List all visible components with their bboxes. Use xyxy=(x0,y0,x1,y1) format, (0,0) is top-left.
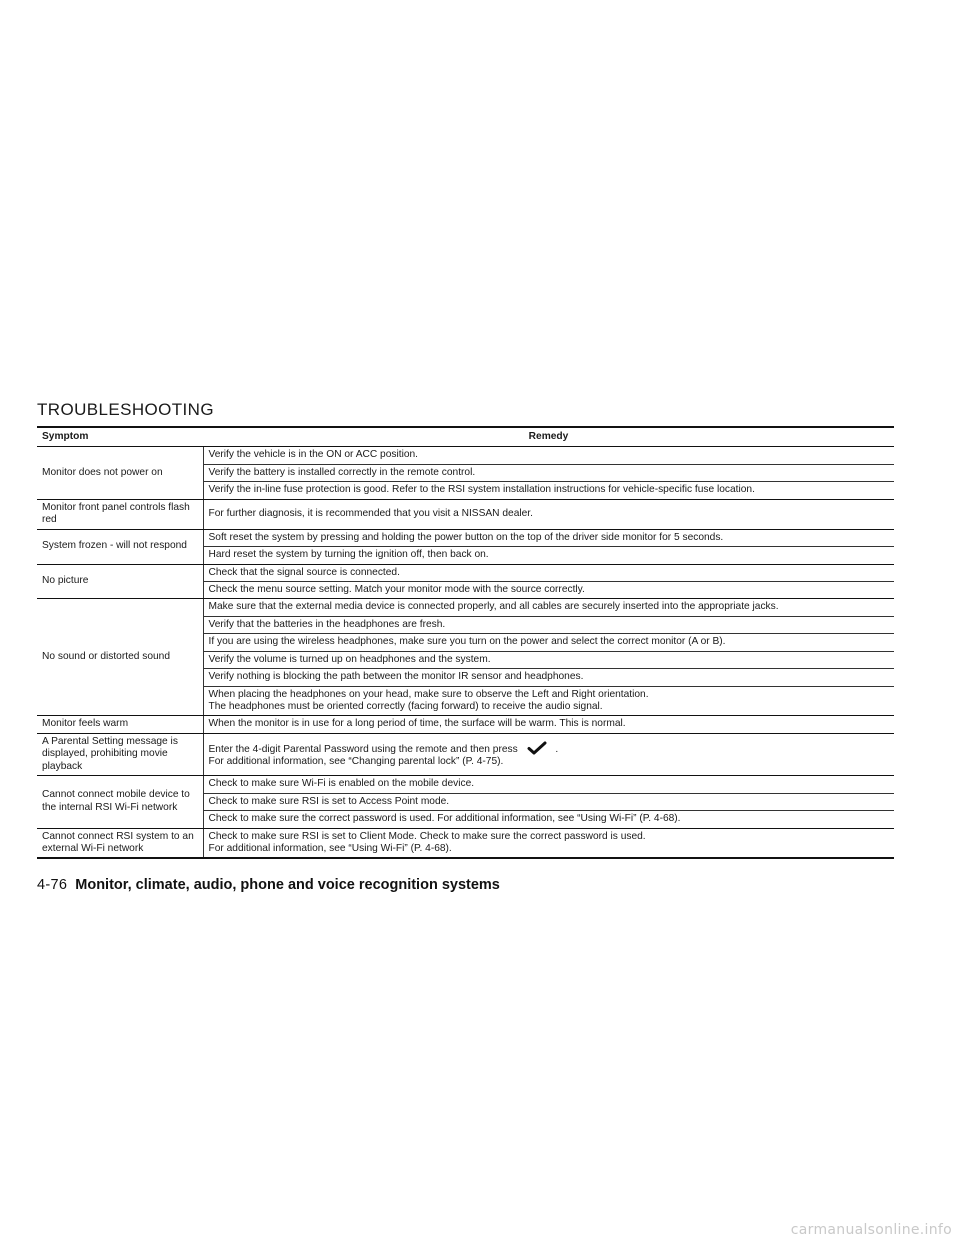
remedy-cell: Verify the in-line fuse protection is good. Refer to the RSI system installation instructions for vehicle-specific fuse location. xyxy=(203,482,894,499)
remedy-cell: Make sure that the external media device is connected properly, and all cables are securely inserted into the appropriate jacks. xyxy=(203,599,894,616)
symptom-cell: Cannot connect mobile device to the internal RSI Wi-Fi network xyxy=(37,776,203,828)
symptom-header: Symptom xyxy=(37,427,203,447)
table-row xyxy=(37,447,894,464)
symptom-cell: Monitor feels warm xyxy=(37,716,203,733)
table-row xyxy=(37,716,894,733)
remedy-cell: Check to make sure Wi-Fi is enabled on the mobile device. xyxy=(203,776,894,793)
remedy-cell: Verify the battery is installed correctly in the remote control. xyxy=(203,464,894,481)
table-header-row xyxy=(37,427,894,447)
remedy-cell: Check to make sure the correct password is used. For additional information, see “Using Wi-Fi” (P. 4-68). xyxy=(203,811,894,828)
page-number: 4-76 xyxy=(37,877,68,893)
section-title: TROUBLESHOOTING xyxy=(37,400,214,419)
remedy-cell: Verify nothing is blocking the path between the monitor IR sensor and headphones. xyxy=(203,669,894,686)
table-row xyxy=(37,776,894,793)
remedy-cell: Soft reset the system by pressing and holding the power button on the top of the driver side monitor for 5 seconds. xyxy=(203,529,894,546)
table-row xyxy=(37,564,894,581)
symptom-cell: Monitor does not power on xyxy=(37,447,203,499)
remedy-cell: When the monitor is in use for a long period of time, the surface will be warm. This is normal. xyxy=(203,716,894,733)
table-row xyxy=(37,733,894,775)
remedy-cell: Verify that the batteries in the headphones are fresh. xyxy=(203,616,894,633)
table-body xyxy=(37,447,894,858)
remedy-cell: Check that the signal source is connected. xyxy=(203,564,894,581)
remedy-cell: Hard reset the system by turning the ignition off, then back on. xyxy=(203,547,894,564)
remedy-cell: When placing the headphones on your head, make sure to observe the Left and Right orientation. The headphones must be oriented correctly (facing forward) to receive the audio signal. xyxy=(203,686,894,716)
table-row xyxy=(37,828,894,858)
checkmark-icon xyxy=(527,741,547,755)
remedy-cell: For further diagnosis, it is recommended that you visit a NISSAN dealer. xyxy=(203,499,894,529)
remedy-cell: If you are using the wireless headphones, make sure you turn on the power and select the correct monitor (A or B). xyxy=(203,634,894,651)
page-footer xyxy=(37,877,500,893)
table-row xyxy=(37,599,894,616)
symptom-cell: System frozen - will not respond xyxy=(37,529,203,564)
symptom-cell: No picture xyxy=(37,564,203,599)
remedy-cell: Check to make sure RSI is set to Access Point mode. xyxy=(203,793,894,810)
table-row xyxy=(37,499,894,529)
remedy-cell: Check the menu source setting. Match your monitor mode with the source correctly. xyxy=(203,581,894,598)
remedy-cell: Enter the 4-digit Parental Password using the remote and then press . For additional information, see “Changing parental lock” (P. 4-75). xyxy=(203,733,894,775)
table-row xyxy=(37,529,894,546)
remedy-header: Remedy xyxy=(203,427,894,447)
symptom-cell: No sound or distorted sound xyxy=(37,599,203,716)
troubleshooting-table xyxy=(37,426,894,859)
watermark: carmanualsonline.info xyxy=(790,1222,952,1238)
remedy-cell: Verify the vehicle is in the ON or ACC position. xyxy=(203,447,894,464)
symptom-cell: Cannot connect RSI system to an external Wi-Fi network xyxy=(37,828,203,858)
remedy-cell: Verify the volume is turned up on headphones and the system. xyxy=(203,651,894,668)
chapter-title: Monitor, climate, audio, phone and voice recognition systems xyxy=(75,877,500,893)
symptom-cell: Monitor front panel controls flash red xyxy=(37,499,203,529)
remedy-cell: Check to make sure RSI is set to Client Mode. Check to make sure the correct password is used. For additional information, see “Using Wi-Fi” (P. 4-68). xyxy=(208,830,646,854)
symptom-cell: A Parental Setting message is displayed, prohibiting movie playback xyxy=(37,733,203,775)
